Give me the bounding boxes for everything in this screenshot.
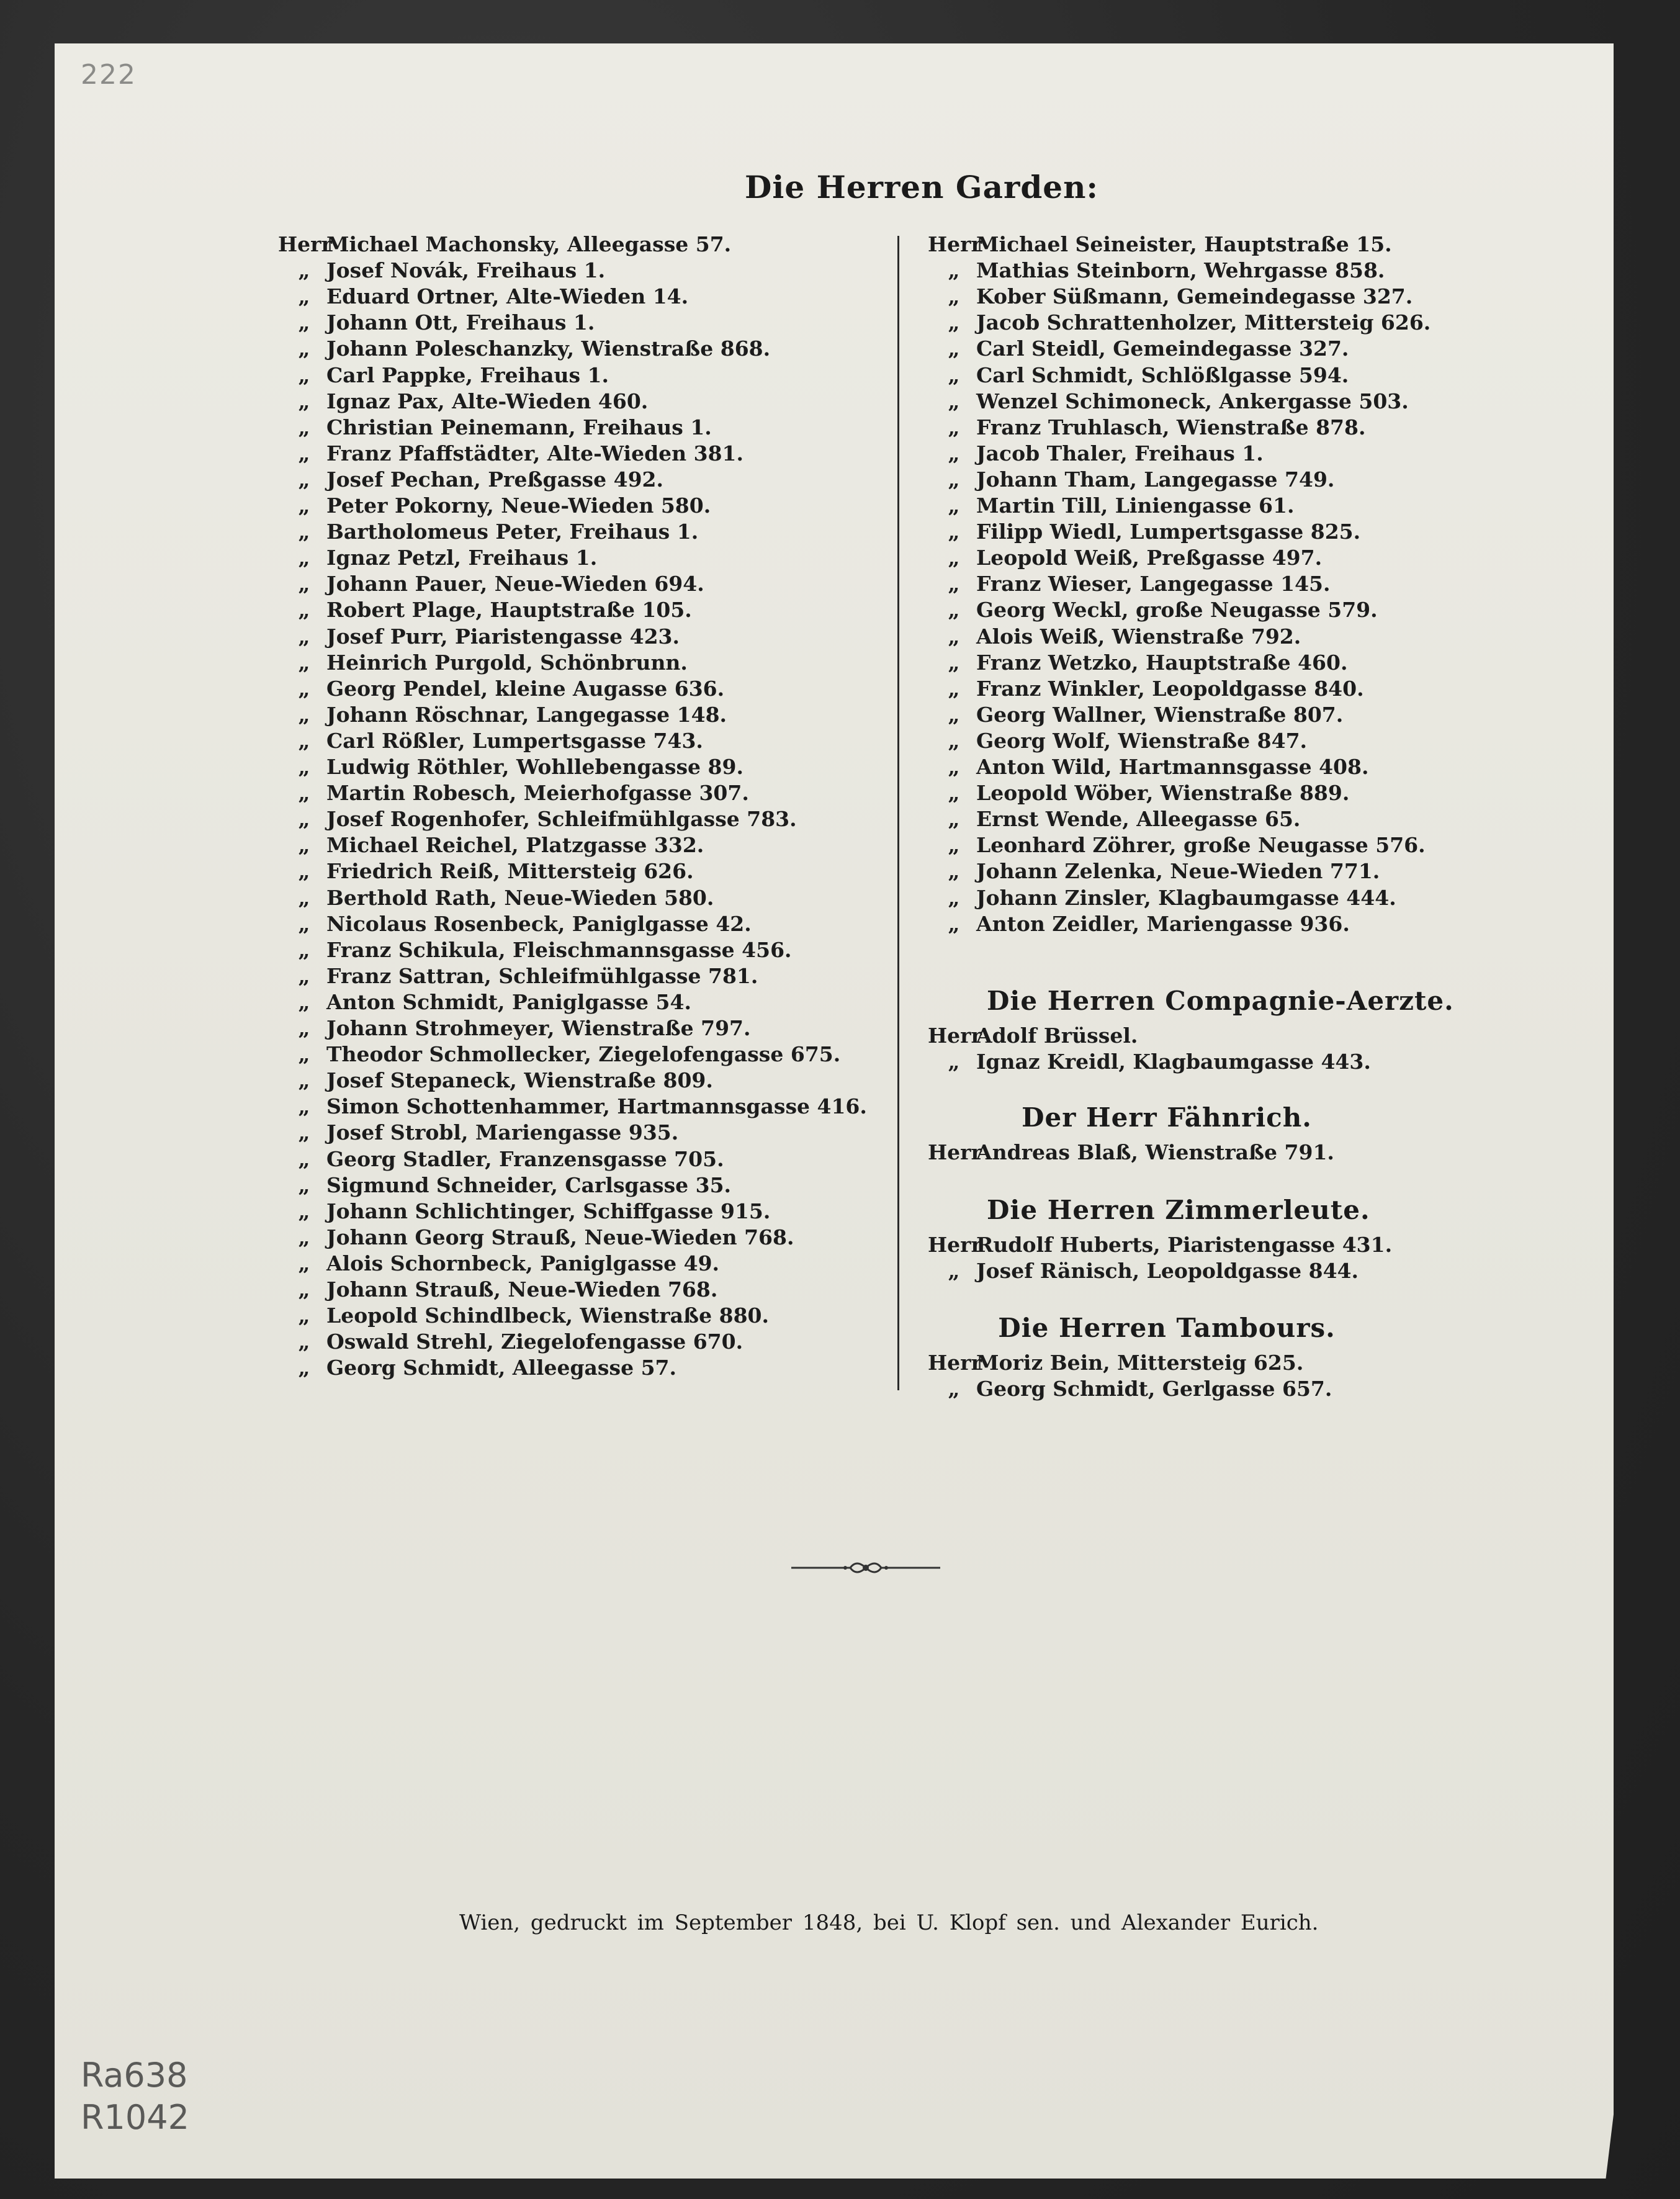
entry-name: Michael Machonsky, Alleegasse 57.	[326, 232, 732, 256]
entry-prefix: „	[948, 859, 960, 884]
entry-prefix: „	[948, 362, 960, 387]
list-item	[278, 336, 770, 362]
entry-name: Ernst Wende, Alleegasse 65.	[976, 807, 1301, 832]
entry-name: Alois Schornbeck, Paniglgasse 49.	[326, 1251, 720, 1275]
list-item	[278, 989, 691, 1015]
ornament-divider	[791, 1555, 940, 1580]
entry-name: Johann Röschnar, Langegasse 148.	[326, 702, 727, 727]
entry-prefix: „	[298, 859, 310, 884]
entry-name: Jacob Schrattenholzer, Mittersteig 626.	[976, 310, 1431, 335]
entry-prefix: Herr	[928, 1233, 982, 1257]
list-item	[928, 1140, 1334, 1166]
entry-name: Franz Wetzko, Hauptstraße 460.	[976, 650, 1348, 675]
list-item	[278, 597, 692, 623]
entry-prefix: „	[298, 885, 310, 910]
pencil-page-number: 222	[81, 59, 137, 91]
list-item	[278, 937, 792, 963]
list-item	[928, 624, 1301, 650]
entry-name: Franz Pfaffstädter, Alte-Wieden 381.	[326, 441, 744, 465]
entry-prefix: „	[298, 911, 310, 936]
entry-name: Kober Süßmann, Gemeindegasse 327.	[976, 284, 1413, 309]
entry-name: Anton Zeidler, Mariengasse 936.	[976, 911, 1350, 936]
entry-name: Franz Wieser, Langegasse 145.	[976, 572, 1331, 596]
entry-name: Anton Wild, Hartmannsgasse 408.	[976, 755, 1369, 779]
entry-prefix: „	[298, 624, 310, 649]
list-item	[928, 650, 1347, 676]
entry-prefix: „	[298, 572, 310, 596]
entry-prefix: „	[948, 755, 960, 779]
entry-prefix: „	[298, 781, 310, 806]
entry-name: Leopold Schindlbeck, Wienstraße 880.	[326, 1303, 769, 1328]
list-item	[278, 1355, 676, 1381]
entry-prefix: „	[948, 1259, 960, 1284]
list-item	[928, 362, 1349, 389]
entry-prefix: „	[948, 624, 960, 649]
entry-name: Franz Winkler, Leopoldgasse 840.	[976, 676, 1364, 701]
list-item	[278, 1251, 719, 1277]
entry-prefix: „	[298, 728, 310, 753]
entry-name: Christian Peinemann, Freihaus 1.	[326, 415, 712, 439]
entry-name: Johann Tham, Langegasse 749.	[976, 467, 1335, 492]
entry-name: Josef Pechan, Preßgasse 492.	[326, 467, 663, 492]
entry-name: Nicolaus Rosenbeck, Paniglgasse 42.	[326, 911, 752, 936]
entry-name: Carl Steidl, Gemeindegasse 327.	[976, 336, 1349, 361]
entry-prefix: „	[948, 519, 960, 544]
entry-name: Moriz Bein, Mittersteig 625.	[976, 1351, 1304, 1375]
entry-prefix: „	[298, 1120, 310, 1145]
entry-prefix: „	[948, 598, 960, 623]
list-item	[278, 284, 688, 310]
entry-name: Wenzel Schimoneck, Ankergasse 503.	[976, 389, 1409, 413]
entry-prefix: „	[948, 493, 960, 518]
list-item	[278, 1146, 724, 1172]
list-item	[928, 1232, 1392, 1258]
entry-name: Michael Seineister, Hauptstraße 15.	[976, 232, 1392, 256]
list-item	[278, 911, 752, 937]
list-item	[278, 415, 712, 441]
entry-name: Berthold Rath, Neue-Wieden 580.	[326, 885, 714, 910]
list-item	[278, 885, 714, 911]
entry-prefix: „	[298, 1016, 310, 1040]
entry-name: Leonhard Zöhrer, große Neugasse 576.	[976, 833, 1426, 858]
list-item	[278, 519, 698, 545]
list-item	[928, 336, 1349, 362]
list-item	[928, 780, 1349, 806]
list-item	[278, 467, 663, 493]
list-item	[278, 310, 595, 336]
list-item	[278, 832, 704, 858]
entry-name: Bartholomeus Peter, Freihaus 1.	[326, 519, 699, 544]
entry-prefix: „	[298, 1068, 310, 1093]
entry-prefix: „	[948, 807, 960, 832]
entry-prefix: „	[298, 676, 310, 701]
entry-prefix: „	[948, 572, 960, 596]
entry-name: Rudolf Huberts, Piaristengasse 431.	[976, 1233, 1393, 1257]
entry-prefix: „	[948, 546, 960, 570]
entry-prefix: Herr	[928, 232, 982, 256]
list-item	[278, 1172, 731, 1198]
entry-name: Georg Schmidt, Alleegasse 57.	[326, 1356, 676, 1380]
list-item	[928, 441, 1264, 467]
list-item	[278, 728, 703, 754]
list-item	[928, 415, 1365, 441]
entry-prefix: „	[298, 284, 310, 309]
entry-prefix: „	[298, 310, 310, 335]
entry-name: Ignaz Kreidl, Klagbaumgasse 443.	[976, 1050, 1371, 1074]
pencil-signature	[81, 2054, 189, 2139]
list-item	[928, 467, 1334, 493]
entry-prefix: „	[298, 963, 310, 988]
entry-prefix: „	[298, 415, 310, 439]
list-item	[278, 650, 688, 676]
entry-name: Peter Pokorny, Neue-Wieden 580.	[326, 493, 711, 518]
entry-prefix: Herr	[928, 1023, 982, 1048]
list-item	[928, 858, 1380, 884]
entry-name: Johann Strauß, Neue-Wieden 768.	[326, 1277, 718, 1302]
entry-prefix: „	[298, 1251, 310, 1275]
list-item	[278, 571, 704, 597]
entry-prefix: „	[298, 755, 310, 779]
list-item	[278, 780, 749, 806]
entry-name: Ludwig Röthler, Wohllebengasse 89.	[326, 755, 743, 779]
entry-prefix: „	[298, 937, 310, 962]
entry-prefix: „	[298, 1225, 310, 1249]
entry-prefix: Herr	[928, 1351, 982, 1375]
list-item	[278, 1329, 743, 1355]
list-item	[278, 806, 797, 832]
list-item	[278, 545, 597, 571]
list-item	[928, 232, 1392, 258]
entry-prefix: „	[298, 702, 310, 727]
list-item	[928, 597, 1378, 623]
section-title: Die Herren Compagnie-Aerzte.	[987, 986, 1454, 1016]
list-item	[278, 1225, 794, 1251]
list-item	[278, 1277, 717, 1303]
list-item	[928, 493, 1294, 519]
list-item	[928, 545, 1322, 571]
entry-prefix: „	[948, 1377, 960, 1401]
entry-prefix: „	[948, 389, 960, 413]
list-item	[278, 624, 680, 650]
list-item	[278, 493, 711, 519]
entry-name: Jacob Thaler, Freihaus 1.	[976, 441, 1264, 465]
entry-prefix: „	[948, 310, 960, 335]
entry-prefix: „	[948, 284, 960, 309]
entry-prefix: „	[298, 1172, 310, 1197]
entry-prefix: „	[948, 702, 960, 727]
list-item	[928, 1023, 1138, 1049]
entry-prefix: „	[948, 467, 960, 492]
entry-name: Eduard Ortner, Alte-Wieden 14.	[326, 284, 689, 309]
entry-name: Johann Zelenka, Neue-Wieden 771.	[976, 859, 1380, 884]
entry-name: Carl Schmidt, Schlößlgasse 594.	[976, 362, 1349, 387]
entry-name: Mathias Steinborn, Wehrgasse 858.	[976, 258, 1385, 283]
section-title: Die Herren Zimmerleute.	[987, 1195, 1370, 1225]
entry-name: Josef Strobl, Mariengasse 935.	[326, 1120, 679, 1145]
entry-prefix: „	[948, 336, 960, 361]
entry-name: Georg Weckl, große Neugasse 579.	[976, 598, 1378, 623]
list-item	[928, 1258, 1359, 1284]
entry-prefix: „	[948, 441, 960, 465]
pencil-signature-line: R1042	[81, 2098, 189, 2137]
list-item	[928, 1350, 1303, 1376]
entry-name: Johann Georg Strauß, Neue-Wieden 768.	[326, 1225, 794, 1249]
list-item	[928, 310, 1431, 336]
entry-prefix: „	[948, 258, 960, 283]
entry-name: Carl Pappke, Freihaus 1.	[326, 362, 609, 387]
entry-name: Alois Weiß, Wienstraße 792.	[976, 624, 1301, 649]
entry-prefix: „	[298, 336, 310, 361]
list-item	[278, 702, 727, 728]
list-item	[278, 232, 731, 258]
list-item	[278, 676, 724, 702]
entry-name: Georg Wolf, Wienstraße 847.	[976, 728, 1308, 753]
main-title: Die Herren Garden:	[745, 169, 1098, 205]
entry-name: Josef Novák, Freihaus 1.	[326, 258, 606, 283]
list-item	[278, 1041, 840, 1068]
entry-prefix: „	[298, 441, 310, 465]
list-item	[278, 1068, 713, 1094]
entry-name: Martin Robesch, Meierhofgasse 307.	[326, 781, 749, 806]
entry-name: Martin Till, Liniengasse 61.	[976, 493, 1295, 518]
entry-prefix: „	[298, 989, 310, 1014]
entry-prefix: „	[298, 258, 310, 283]
entry-prefix: Herr	[278, 232, 332, 256]
entry-name: Anton Schmidt, Paniglgasse 54.	[326, 989, 691, 1014]
entry-name: Johann Schlichtinger, Schiffgasse 915.	[326, 1198, 771, 1223]
entry-prefix: „	[298, 1042, 310, 1067]
section-title: Der Herr Fähnrich.	[1022, 1102, 1312, 1133]
entry-prefix: „	[298, 1329, 310, 1354]
entry-name: Heinrich Purgold, Schönbrunn.	[326, 650, 688, 675]
entry-prefix: „	[298, 1277, 310, 1302]
entry-name: Theodor Schmollecker, Ziegelofengasse 675.	[326, 1042, 841, 1067]
entry-prefix: „	[298, 546, 310, 570]
list-item	[278, 362, 609, 389]
entry-prefix: „	[948, 728, 960, 753]
entry-prefix: „	[298, 1094, 310, 1119]
entry-prefix: „	[298, 467, 310, 492]
entry-name: Simon Schottenhammer, Hartmannsgasse 416.	[326, 1094, 867, 1119]
list-item	[928, 284, 1413, 310]
column-divider	[897, 236, 899, 1390]
list-item	[278, 1198, 770, 1225]
list-item	[928, 389, 1409, 415]
entry-prefix: Herr	[928, 1140, 982, 1164]
list-item	[928, 806, 1300, 832]
list-item	[928, 832, 1426, 858]
entry-name: Franz Sattran, Schleifmühlgasse 781.	[326, 963, 758, 988]
entry-name: Johann Pauer, Neue-Wieden 694.	[326, 572, 704, 596]
entry-prefix: „	[298, 833, 310, 858]
entry-prefix: „	[948, 911, 960, 936]
entry-prefix: „	[298, 1356, 310, 1380]
entry-name: Josef Stepaneck, Wienstraße 809.	[326, 1068, 713, 1093]
list-item	[928, 911, 1350, 937]
entry-prefix: „	[948, 415, 960, 439]
entry-prefix: „	[948, 1050, 960, 1074]
entry-prefix: „	[298, 807, 310, 832]
entry-prefix: „	[298, 598, 310, 623]
list-item	[928, 885, 1396, 911]
list-item	[928, 676, 1364, 702]
list-item	[278, 1303, 769, 1329]
entry-name: Johann Zinsler, Klagbaumgasse 444.	[976, 885, 1396, 910]
section-title: Die Herren Tambours.	[998, 1313, 1336, 1343]
entry-name: Franz Truhlasch, Wienstraße 878.	[976, 415, 1366, 439]
entry-name: Georg Schmidt, Gerlgasse 657.	[976, 1377, 1332, 1401]
list-item	[928, 519, 1360, 545]
entry-name: Sigmund Schneider, Carlsgasse 35.	[326, 1172, 732, 1197]
entry-name: Andreas Blaß, Wienstraße 791.	[976, 1140, 1334, 1164]
list-item	[928, 258, 1385, 284]
list-item	[928, 754, 1368, 780]
entry-prefix: „	[948, 833, 960, 858]
entry-prefix: „	[298, 1198, 310, 1223]
entry-prefix: „	[298, 362, 310, 387]
entry-prefix: „	[298, 389, 310, 413]
entry-name: Georg Pendel, kleine Augasse 636.	[326, 676, 725, 701]
entry-name: Georg Stadler, Franzensgasse 705.	[326, 1146, 724, 1171]
list-item	[278, 258, 605, 284]
entry-name: Leopold Weiß, Preßgasse 497.	[976, 546, 1323, 570]
entry-prefix: „	[298, 519, 310, 544]
entry-name: Filipp Wiedl, Lumpertsgasse 825.	[976, 519, 1361, 544]
list-item	[278, 441, 743, 467]
entry-name: Ignaz Pax, Alte-Wieden 460.	[326, 389, 649, 413]
list-item	[278, 1120, 678, 1146]
entry-name: Robert Plage, Hauptstraße 105.	[326, 598, 692, 623]
list-item	[278, 1015, 751, 1041]
entry-name: Josef Ränisch, Leopoldgasse 844.	[976, 1259, 1359, 1284]
list-item	[278, 389, 648, 415]
imprint-footer: Wien, gedruckt im September 1848, bei U. Klopf sen. und Alexander Eurich.	[459, 1910, 1319, 1935]
entry-name: Carl Rößler, Lumpertsgasse 743.	[326, 728, 703, 753]
list-item	[928, 571, 1331, 597]
entry-prefix: „	[948, 781, 960, 806]
list-item	[928, 1376, 1332, 1402]
entry-name: Johann Strohmeyer, Wienstraße 797.	[326, 1016, 751, 1040]
pencil-signature-line: Ra638	[81, 2056, 188, 2095]
list-item	[928, 728, 1307, 754]
entry-name: Michael Reichel, Platzgasse 332.	[326, 833, 704, 858]
entry-name: Franz Schikula, Fleischmannsgasse 456.	[326, 937, 792, 962]
list-item	[278, 858, 694, 884]
entry-name: Josef Rogenhofer, Schleifmühlgasse 783.	[326, 807, 797, 832]
list-item	[278, 754, 743, 780]
entry-name: Josef Purr, Piaristengasse 423.	[326, 624, 680, 649]
entry-prefix: „	[298, 1303, 310, 1328]
list-item	[278, 963, 758, 989]
entry-name: Ignaz Petzl, Freihaus 1.	[326, 546, 598, 570]
list-item	[278, 1094, 867, 1120]
entry-prefix: „	[948, 676, 960, 701]
list-item	[928, 1049, 1371, 1075]
entry-prefix: „	[948, 650, 960, 675]
entry-prefix: „	[298, 1146, 310, 1171]
entry-name: Friedrich Reiß, Mittersteig 626.	[326, 859, 694, 884]
entry-name: Adolf Brüssel.	[976, 1023, 1138, 1048]
entry-prefix: „	[948, 885, 960, 910]
entry-name: Johann Ott, Freihaus 1.	[326, 310, 595, 335]
entry-name: Leopold Wöber, Wienstraße 889.	[976, 781, 1350, 806]
entry-name: Johann Poleschanzky, Wienstraße 868.	[326, 336, 771, 361]
entry-prefix: „	[298, 650, 310, 675]
list-item	[928, 702, 1343, 728]
entry-name: Georg Wallner, Wienstraße 807.	[976, 702, 1344, 727]
entry-prefix: „	[298, 493, 310, 518]
entry-name: Oswald Strehl, Ziegelofengasse 670.	[326, 1329, 743, 1354]
